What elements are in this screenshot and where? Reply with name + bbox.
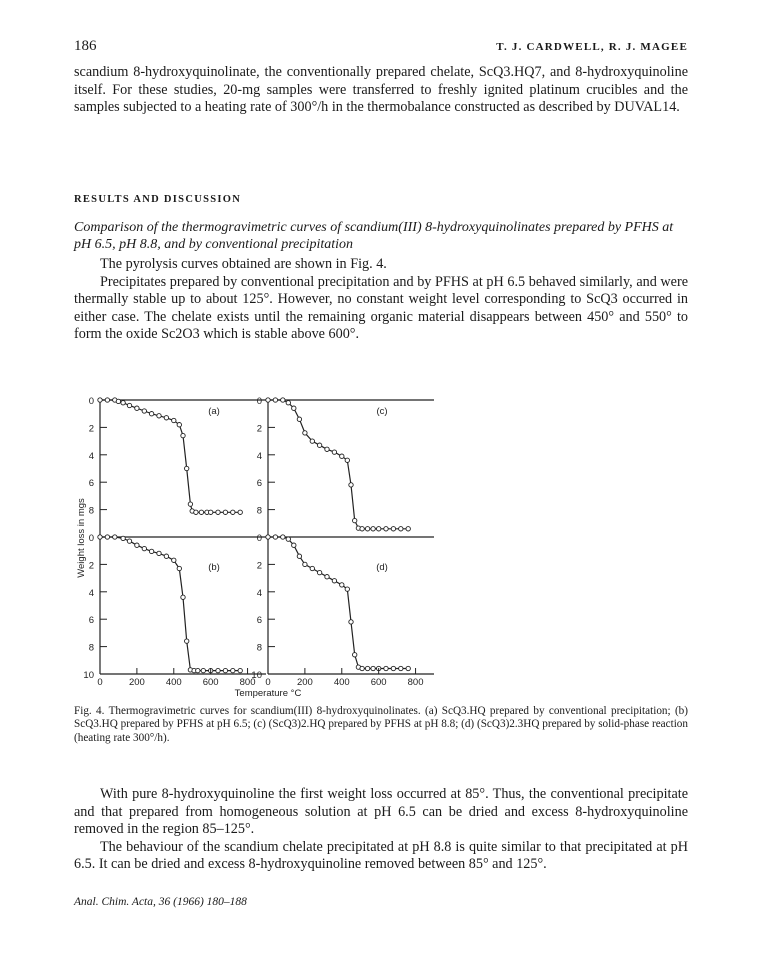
data-point — [310, 439, 314, 443]
data-point — [194, 510, 198, 514]
data-point — [127, 539, 131, 543]
data-point — [377, 527, 381, 531]
data-point — [121, 401, 125, 405]
data-point — [391, 666, 395, 670]
data-point — [325, 447, 329, 451]
y-tick-label: 8 — [88, 642, 94, 654]
data-point — [371, 666, 375, 670]
data-point — [353, 653, 357, 657]
y-tick-label: 8 — [256, 642, 262, 654]
data-point — [365, 666, 369, 670]
x-tick-label: 200 — [128, 677, 145, 688]
data-point — [121, 536, 125, 540]
data-point — [310, 566, 314, 570]
running-header — [74, 38, 688, 60]
data-point — [325, 575, 329, 579]
y-tick-label: 0 — [88, 396, 94, 407]
y-tick-label: 4 — [256, 450, 262, 462]
y-tick-label: 2 — [256, 423, 262, 435]
discussion-paragraph-2: The behaviour of the scandium chelate precipitated at pH 8.8 is quite similar to that precipitated at pH 6.5. It can be dried and excess 8-hydroxyquinoline removed between 85° and 125°. — [74, 838, 688, 873]
data-point — [164, 554, 168, 558]
y-tick-label: 6 — [256, 615, 262, 627]
y-tick-label: 2 — [88, 423, 94, 435]
y-tick-label: 10 — [251, 670, 262, 681]
curve-3 — [268, 400, 408, 529]
subheading: Comparison of the thermogravimetric curves of scandium(III) 8-hydroxyquinolinates prepared by PFHS at pH 6.5, pH 8.8, and by conventional precipitation — [74, 220, 674, 252]
data-point — [127, 403, 131, 407]
y-tick-label: 6 — [88, 478, 94, 490]
data-point — [266, 398, 270, 402]
data-point — [216, 510, 220, 514]
data-point — [303, 431, 307, 435]
data-point — [266, 535, 270, 539]
data-point — [399, 527, 403, 531]
panel-label-4: (d) — [376, 562, 388, 573]
data-point — [297, 554, 301, 558]
x-tick-label: 400 — [165, 677, 182, 688]
curve-4 — [268, 537, 408, 669]
y-tick-label: 2 — [256, 560, 262, 572]
data-point — [391, 527, 395, 531]
data-point — [98, 535, 102, 539]
y-tick-label: 10 — [83, 670, 94, 681]
data-point — [292, 543, 296, 547]
discussion-paragraph-1: With pure 8-hydroxyquinoline the first weight loss occurred at 85°. Thus, the conventional precipitate and that prepared from homogeneous solution at pH 6.5 can be dried and excess 8-hydroxyquinoline removed in the region 85–125°. — [74, 786, 688, 838]
y-tick-label: 6 — [88, 615, 94, 627]
data-point — [181, 595, 185, 599]
data-point — [177, 566, 181, 570]
data-point — [142, 409, 146, 413]
data-point — [135, 543, 139, 547]
data-point — [185, 466, 189, 470]
data-point — [185, 639, 189, 643]
results-text — [74, 256, 688, 344]
data-point — [349, 620, 353, 624]
data-point — [199, 510, 203, 514]
results-paragraph-2: Precipitates prepared by conventional precipitation and by PFHS at pH 6.5 behaved similarly, and were thermally stable up to about 125°. However, no constant weight level corresponding to ScQ3 occurred in either case. The chelate exists until the remaining organic material disappears between 450° and 550° to form the oxide Sc2O3 which is stable above 600°. — [74, 273, 688, 343]
data-point — [360, 527, 364, 531]
y-tick-label: 4 — [88, 450, 94, 462]
y-tick-label: 4 — [88, 587, 94, 599]
data-point — [113, 535, 117, 539]
x-tick-label: 800 — [239, 677, 256, 688]
data-point — [273, 535, 277, 539]
journal-footer: Anal. Chim. Acta, 36 (1966) 180–188 — [74, 896, 247, 908]
panel-label-3: (c) — [376, 406, 388, 417]
panel-label-2: (b) — [208, 562, 220, 573]
x-axis-title: Temperature °C — [234, 688, 302, 699]
data-point — [164, 416, 168, 420]
y-tick-label: 0 — [88, 533, 94, 544]
data-point — [286, 401, 290, 405]
data-point — [98, 398, 102, 402]
data-point — [281, 398, 285, 402]
data-point — [116, 399, 120, 403]
data-point — [406, 666, 410, 670]
data-point — [157, 551, 161, 555]
data-point — [273, 398, 277, 402]
data-point — [340, 454, 344, 458]
data-point — [340, 583, 344, 587]
section-heading: RESULTS AND DISCUSSION — [74, 194, 242, 205]
data-point — [332, 579, 336, 583]
results-paragraph-1: The pyrolysis curves obtained are shown in Fig. 4. — [100, 256, 387, 272]
intro-paragraph: scandium 8-hydroxyquinolinate, the conventionally prepared chelate, ScQ3.HQ7, and 8-hydroxyquinoline itself. For these studies, 20-mg samples were transferred to freshly ignited platinum crucibles and the samples subjected to a heating rate of 300°/h in the thermobalance constructed as described by DUVAL14. — [74, 64, 688, 116]
data-point — [317, 570, 321, 574]
running-authors: T. J. CARDWELL, R. J. MAGEE — [496, 41, 688, 53]
data-point — [149, 549, 153, 553]
x-tick-label: 600 — [370, 677, 387, 688]
y-tick-label: 8 — [88, 505, 94, 517]
tg-curves-chart — [74, 388, 694, 703]
data-point — [384, 527, 388, 531]
data-point — [201, 668, 205, 672]
x-tick-label: 800 — [407, 677, 424, 688]
figure-4 — [74, 388, 694, 703]
data-point — [172, 418, 176, 422]
data-point — [371, 527, 375, 531]
y-tick-label: 6 — [256, 478, 262, 490]
data-point — [353, 518, 357, 522]
data-point — [303, 562, 307, 566]
data-point — [223, 668, 227, 672]
data-point — [406, 527, 410, 531]
data-point — [188, 502, 192, 506]
data-point — [332, 450, 336, 454]
y-tick-label: 0 — [256, 396, 262, 407]
data-point — [238, 668, 242, 672]
data-point — [297, 417, 301, 421]
data-point — [135, 406, 139, 410]
data-point — [196, 668, 200, 672]
x-tick-label: 200 — [296, 677, 313, 688]
panel-label-1: (a) — [208, 406, 220, 417]
data-point — [181, 433, 185, 437]
data-point — [345, 587, 349, 591]
data-point — [345, 458, 349, 462]
y-tick-label: 2 — [88, 560, 94, 572]
data-point — [172, 558, 176, 562]
data-point — [281, 535, 285, 539]
data-point — [317, 443, 321, 447]
x-tick-label: 400 — [333, 677, 350, 688]
data-point — [365, 527, 369, 531]
x-tick-label: 0 — [265, 677, 271, 688]
data-point — [349, 483, 353, 487]
page-number: 186 — [74, 38, 97, 54]
curve-2 — [100, 537, 240, 671]
x-tick-label: 0 — [97, 677, 103, 688]
y-tick-label: 4 — [256, 587, 262, 599]
data-point — [231, 668, 235, 672]
data-point — [177, 423, 181, 427]
data-point — [360, 666, 364, 670]
discussion-text — [74, 786, 688, 874]
data-point — [209, 510, 213, 514]
figure-caption: Fig. 4. Thermogravimetric curves for scandium(III) 8-hydroxyquinolinates. (a) ScQ3.HQ prepared by conventional precipitation; (b) ScQ3.HQ prepared by PFHS at pH 6.5; (c) (ScQ3)2.HQ prepared by PFHS at pH 8.8; (d) (ScQ3)2.3HQ prepared by solid-phase reaction (heating rate 300°/h). — [74, 705, 688, 744]
data-point — [216, 668, 220, 672]
x-tick-label: 600 — [202, 677, 219, 688]
data-point — [149, 412, 153, 416]
data-point — [105, 398, 109, 402]
data-point — [223, 510, 227, 514]
y-tick-label: 0 — [256, 533, 262, 544]
data-point — [292, 406, 296, 410]
y-axis-title: Weight loss in mgs — [76, 498, 87, 578]
data-point — [231, 510, 235, 514]
data-point — [286, 537, 290, 541]
data-point — [157, 414, 161, 418]
data-point — [238, 510, 242, 514]
data-point — [384, 666, 388, 670]
y-tick-label: 8 — [256, 505, 262, 517]
data-point — [399, 666, 403, 670]
data-point — [142, 546, 146, 550]
data-point — [105, 535, 109, 539]
